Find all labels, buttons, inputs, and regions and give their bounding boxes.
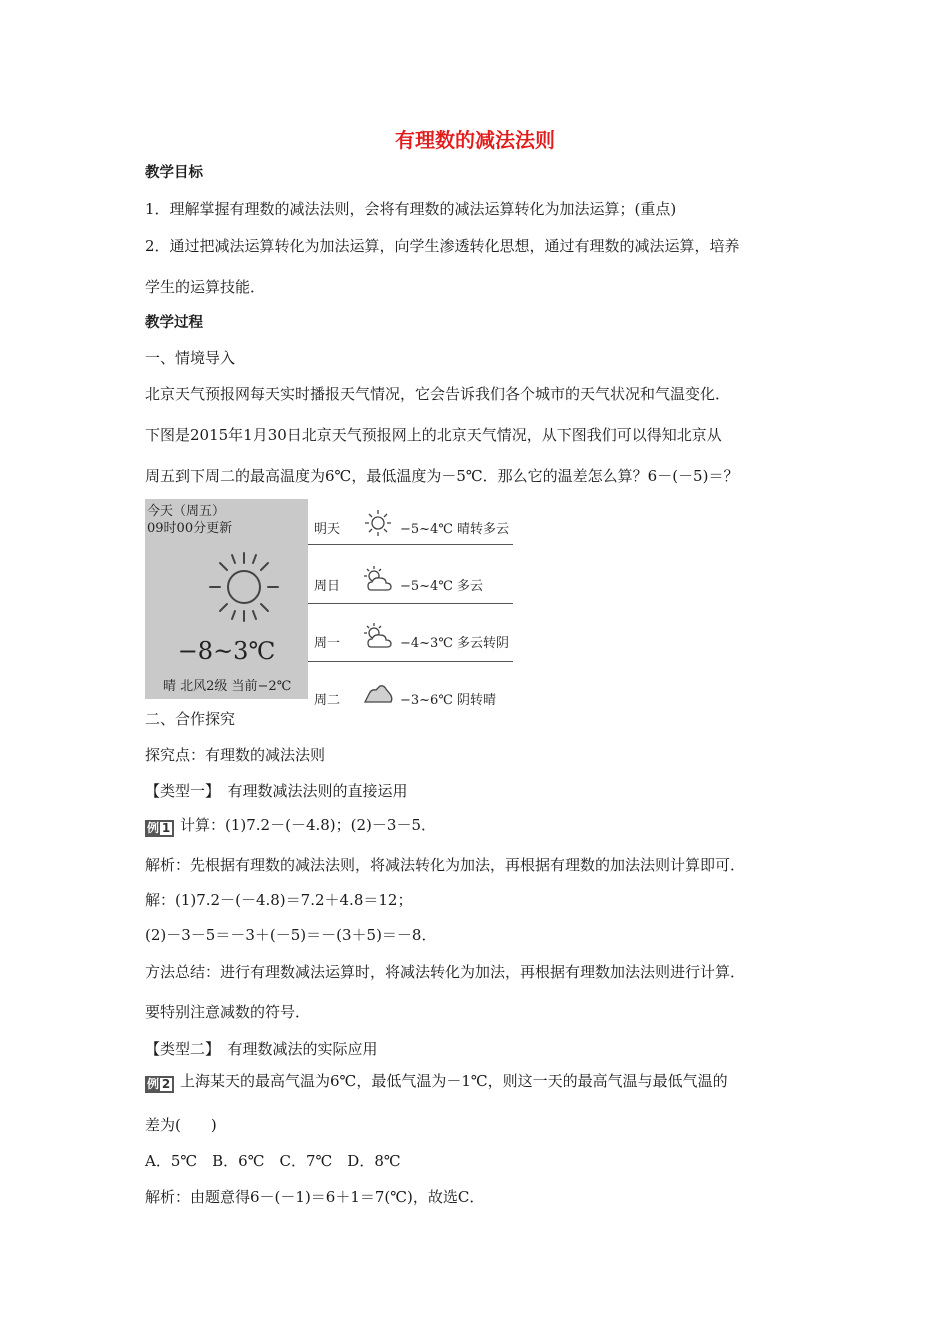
example-badge: 例 1: [145, 820, 174, 837]
intro-para-2: 下图是2015年1月30日北京天气预报网上的北京天气情况，从下图我们可以得知北京从: [145, 426, 722, 444]
intro-heading: 一、情境导入: [145, 349, 236, 367]
forecast-row: [308, 670, 513, 727]
sun-icon: [362, 507, 394, 539]
goal-1: 1．理解掌握有理数的减法法则，会将有理数的减法运算转化为加法运算；(重点): [145, 200, 677, 218]
example-2-options: A．5℃ B．6℃ C．7℃ D．8℃: [145, 1152, 401, 1170]
divider: [308, 544, 513, 545]
explore-heading: 二、合作探究: [145, 710, 236, 728]
forecast-desc: −3~6℃ 阴转晴: [400, 693, 497, 708]
example-2-text: 上海某天的最高气温为6℃，最低气温为－1℃，则这一天的最高气温与最低气温的: [180, 1072, 728, 1090]
example-2-analysis: 解析：由题意得6－(－1)＝6＋1＝7(℃)，故选C．: [145, 1188, 485, 1206]
example-badge: 例 2: [145, 1076, 174, 1093]
weather-today-panel: [145, 499, 308, 699]
today-label: 今天（周五）: [147, 504, 226, 519]
divider: [308, 603, 513, 604]
intro-para-3: 周五到下周二的最高温度为6℃，最低温度为－5℃．那么它的温差怎么算？6－(－5)＝？: [145, 467, 739, 485]
method-summary-1: 方法总结：进行有理数减法运算时，将减法转化为加法，再根据有理数加法法则进行计算．: [145, 963, 746, 981]
goal-2b: 学生的运算技能．: [145, 278, 266, 296]
explore-point: 探究点：有理数的减法法则: [145, 746, 326, 764]
type-1-heading: 【类型一】 有理数减法法则的直接运用: [145, 782, 408, 800]
example-2: [145, 1071, 728, 1093]
forecast-day: 周一: [314, 636, 341, 651]
example-2-blank: 差为( ): [145, 1116, 217, 1134]
partly-cloudy-icon: [362, 564, 394, 596]
updated-time: 09时00分更新: [147, 521, 233, 536]
process-heading: 教学过程: [145, 315, 203, 331]
intro-para-1: 北京天气预报网每天实时播报天气情况，它会告诉我们各个城市的天气状况和气温变化．: [145, 385, 731, 403]
partly-cloudy-icon: [362, 621, 394, 653]
today-temperature: −8~3℃: [177, 637, 276, 665]
type-2-heading: 【类型二】 有理数减法的实际应用: [145, 1040, 378, 1058]
goals-heading: 教学目标: [145, 165, 203, 181]
method-summary-2: 要特别注意减数的符号．: [145, 1003, 311, 1021]
divider: [308, 661, 513, 662]
example-1-solution-2: (2)－3－5＝－3＋(－5)＝－(3＋5)＝－8．: [145, 926, 437, 944]
forecast-desc: −5~4℃ 晴转多云: [400, 522, 510, 537]
example-1-text: 计算：(1)7.2－(－4.8)；(2)－3－5．: [180, 816, 436, 834]
forecast-row: [308, 499, 513, 556]
sun-icon: [206, 549, 282, 625]
forecast-row: [308, 556, 513, 613]
example-1: [145, 815, 436, 837]
example-1-solution-1: 解：(1)7.2－(－4.8)＝7.2＋4.8＝12；: [145, 891, 413, 909]
forecast-day: 周二: [314, 693, 341, 708]
goal-2a: 2．通过把减法运算转化为加法运算，向学生渗透转化思想，通过有理数的减法运算，培养: [145, 237, 740, 255]
forecast-desc: −5~4℃ 多云: [400, 579, 484, 594]
weather-widget: [145, 499, 515, 708]
example-1-analysis: 解析：先根据有理数的减法法则，将减法转化为加法，再根据有理数的加法法则计算即可．: [145, 856, 746, 874]
today-detail: 晴 北风2级 当前−2℃: [163, 679, 292, 694]
cloud-icon: [362, 678, 394, 710]
forecast-desc: −4~3℃ 多云转阴: [400, 636, 510, 651]
forecast-day: 明天: [314, 522, 341, 537]
page-title: 有理数的减法法则: [395, 128, 555, 152]
forecast-day: 周日: [314, 579, 341, 594]
